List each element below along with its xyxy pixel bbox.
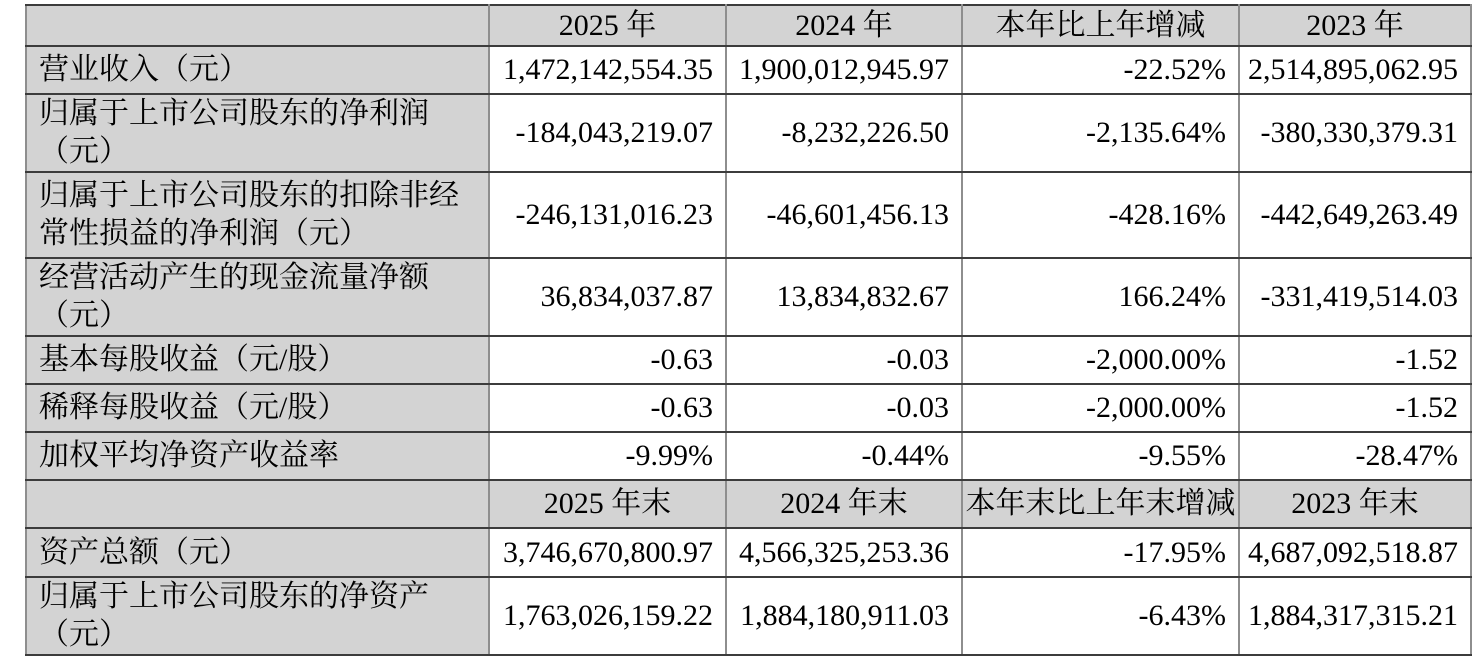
table-row-period-header <box>26 5 1471 46</box>
cell-value: 1,763,026,159.22 <box>489 577 726 655</box>
row-label: 资产总额（元） <box>26 528 489 577</box>
col-header-2024: 2024 年 <box>726 5 962 46</box>
col-header-2025: 2025 年 <box>489 5 726 46</box>
cell-value: -6.43% <box>962 577 1239 655</box>
row-label: 稀释每股收益（元/股） <box>26 384 489 432</box>
key-figures-table <box>25 4 1472 656</box>
cell-value: -28.47% <box>1239 432 1471 480</box>
corner-cell <box>26 480 489 528</box>
table-row-basic-eps <box>26 336 1471 384</box>
cell-value: -428.16% <box>962 172 1239 258</box>
row-label: 归属于上市公司股东的净利润（元） <box>26 94 489 172</box>
cell-value: 1,884,317,315.21 <box>1239 577 1471 655</box>
table-row-weighted-avg-roe <box>26 432 1471 480</box>
cell-value: 3,746,670,800.97 <box>489 528 726 577</box>
cell-value: 36,834,037.87 <box>489 258 726 336</box>
cell-value: -246,131,016.23 <box>489 172 726 258</box>
financial-summary-table <box>25 4 1472 656</box>
table-row-operating-cash-flow <box>26 258 1471 336</box>
cell-value: -0.63 <box>489 336 726 384</box>
cell-value: -2,000.00% <box>962 336 1239 384</box>
cell-value: -8,232,226.50 <box>726 94 962 172</box>
row-label: 归属于上市公司股东的净资产（元） <box>26 577 489 655</box>
table-row-net-assets <box>26 577 1471 655</box>
cell-value: -442,649,263.49 <box>1239 172 1471 258</box>
col-header-2025-end: 2025 年末 <box>489 480 726 528</box>
col-header-end-yoy-change: 本年末比上年末增减 <box>962 480 1239 528</box>
table-row-period-end-header <box>26 480 1471 528</box>
cell-value: -2,000.00% <box>962 384 1239 432</box>
cell-value: 166.24% <box>962 258 1239 336</box>
cell-value: -46,601,456.13 <box>726 172 962 258</box>
cell-value: 1,884,180,911.03 <box>726 577 962 655</box>
cell-value: -22.52% <box>962 46 1239 94</box>
table-row-diluted-eps <box>26 384 1471 432</box>
row-label: 营业收入（元） <box>26 46 489 94</box>
cell-value: -184,043,219.07 <box>489 94 726 172</box>
corner-cell <box>26 5 489 46</box>
cell-value: -0.63 <box>489 384 726 432</box>
col-header-2023: 2023 年 <box>1239 5 1471 46</box>
table-row-net-profit-excl-nonrecurring <box>26 172 1471 258</box>
cell-value: -0.44% <box>726 432 962 480</box>
cell-value: -331,419,514.03 <box>1239 258 1471 336</box>
cell-value: -9.99% <box>489 432 726 480</box>
cell-value: -1.52 <box>1239 336 1471 384</box>
cell-value: 4,566,325,253.36 <box>726 528 962 577</box>
cell-value: 1,900,012,945.97 <box>726 46 962 94</box>
cell-value: -9.55% <box>962 432 1239 480</box>
cell-value: 4,687,092,518.87 <box>1239 528 1471 577</box>
cell-value: -0.03 <box>726 384 962 432</box>
table-row-net-profit <box>26 94 1471 172</box>
row-label: 加权平均净资产收益率 <box>26 432 489 480</box>
col-header-2024-end: 2024 年末 <box>726 480 962 528</box>
cell-value: 1,472,142,554.35 <box>489 46 726 94</box>
cell-value: -0.03 <box>726 336 962 384</box>
col-header-2023-end: 2023 年末 <box>1239 480 1471 528</box>
cell-value: 2,514,895,062.95 <box>1239 46 1471 94</box>
col-header-yoy-change: 本年比上年增减 <box>962 5 1239 46</box>
row-label: 归属于上市公司股东的扣除非经常性损益的净利润（元） <box>26 172 489 258</box>
table-row-revenue <box>26 46 1471 94</box>
cell-value: -380,330,379.31 <box>1239 94 1471 172</box>
cell-value: 13,834,832.67 <box>726 258 962 336</box>
cell-value: -17.95% <box>962 528 1239 577</box>
row-label: 经营活动产生的现金流量净额（元） <box>26 258 489 336</box>
table-row-total-assets <box>26 528 1471 577</box>
cell-value: -2,135.64% <box>962 94 1239 172</box>
row-label: 基本每股收益（元/股） <box>26 336 489 384</box>
cell-value: -1.52 <box>1239 384 1471 432</box>
